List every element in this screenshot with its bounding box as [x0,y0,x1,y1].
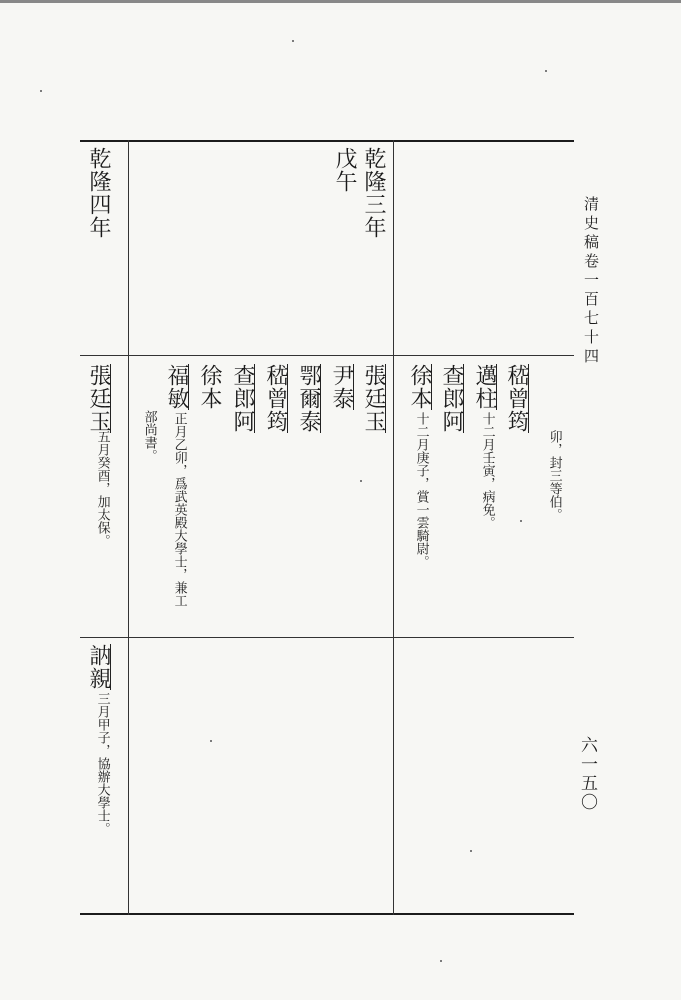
scan-speck [210,740,212,742]
entry-name: 嵇曾筠 [504,364,529,433]
scan-speck [440,960,442,962]
row-divider-1 [80,355,574,356]
page-number: 六一五〇 [577,736,597,812]
scan-speck [360,480,362,482]
column-divider-2 [393,140,394,915]
table-top-rule [80,140,574,142]
table-bottom-rule [80,913,574,915]
entry-name: 查郎阿 [439,364,464,433]
scan-top-edge [0,0,681,3]
column-divider-1 [128,140,129,915]
entry-note: 正月乙卯，爲武英殿大學士，兼工 [171,412,187,607]
entry-name: 徐本 [407,364,432,410]
entry-name: 張廷玉 [86,364,111,433]
scan-speck [40,90,42,92]
entry-note: 十二月壬寅，病免。 [479,412,495,529]
year-qianlong-4: 乾隆四年 [86,147,111,239]
scan-speck [520,520,522,522]
scan-speck [545,70,547,72]
entry-name: 鄂爾泰 [296,364,321,433]
entry-name: 福敏 [164,364,189,410]
entry-note: 十二月庚子，賞一雲騎尉。 [413,412,429,568]
entry-name: 邁柱 [472,364,497,410]
entry-name: 尹泰 [329,364,354,410]
carry-over-note: 卯，封三等伯。 [546,430,562,521]
running-title: 清史稿卷一百七十四 [582,196,600,367]
entry-name: 查郎阿 [230,364,255,433]
year-ganzhi-wuwu: 戊午 [332,147,357,193]
entry-note: 部尚書。 [141,410,157,462]
scan-speck [470,850,472,852]
entry-note: 三月甲子，協辦大學士。 [94,692,110,835]
entry-name: 徐本 [197,364,222,410]
year-qianlong-3: 乾隆三年 [361,147,386,239]
scan-speck [292,40,294,42]
entry-name: 張廷玉 [361,364,386,433]
entry-note: 五月癸酉，加太保。 [94,430,110,547]
entry-name: 訥親 [86,644,111,690]
entry-name: 嵇曾筠 [263,364,288,433]
row-divider-2 [80,637,574,638]
